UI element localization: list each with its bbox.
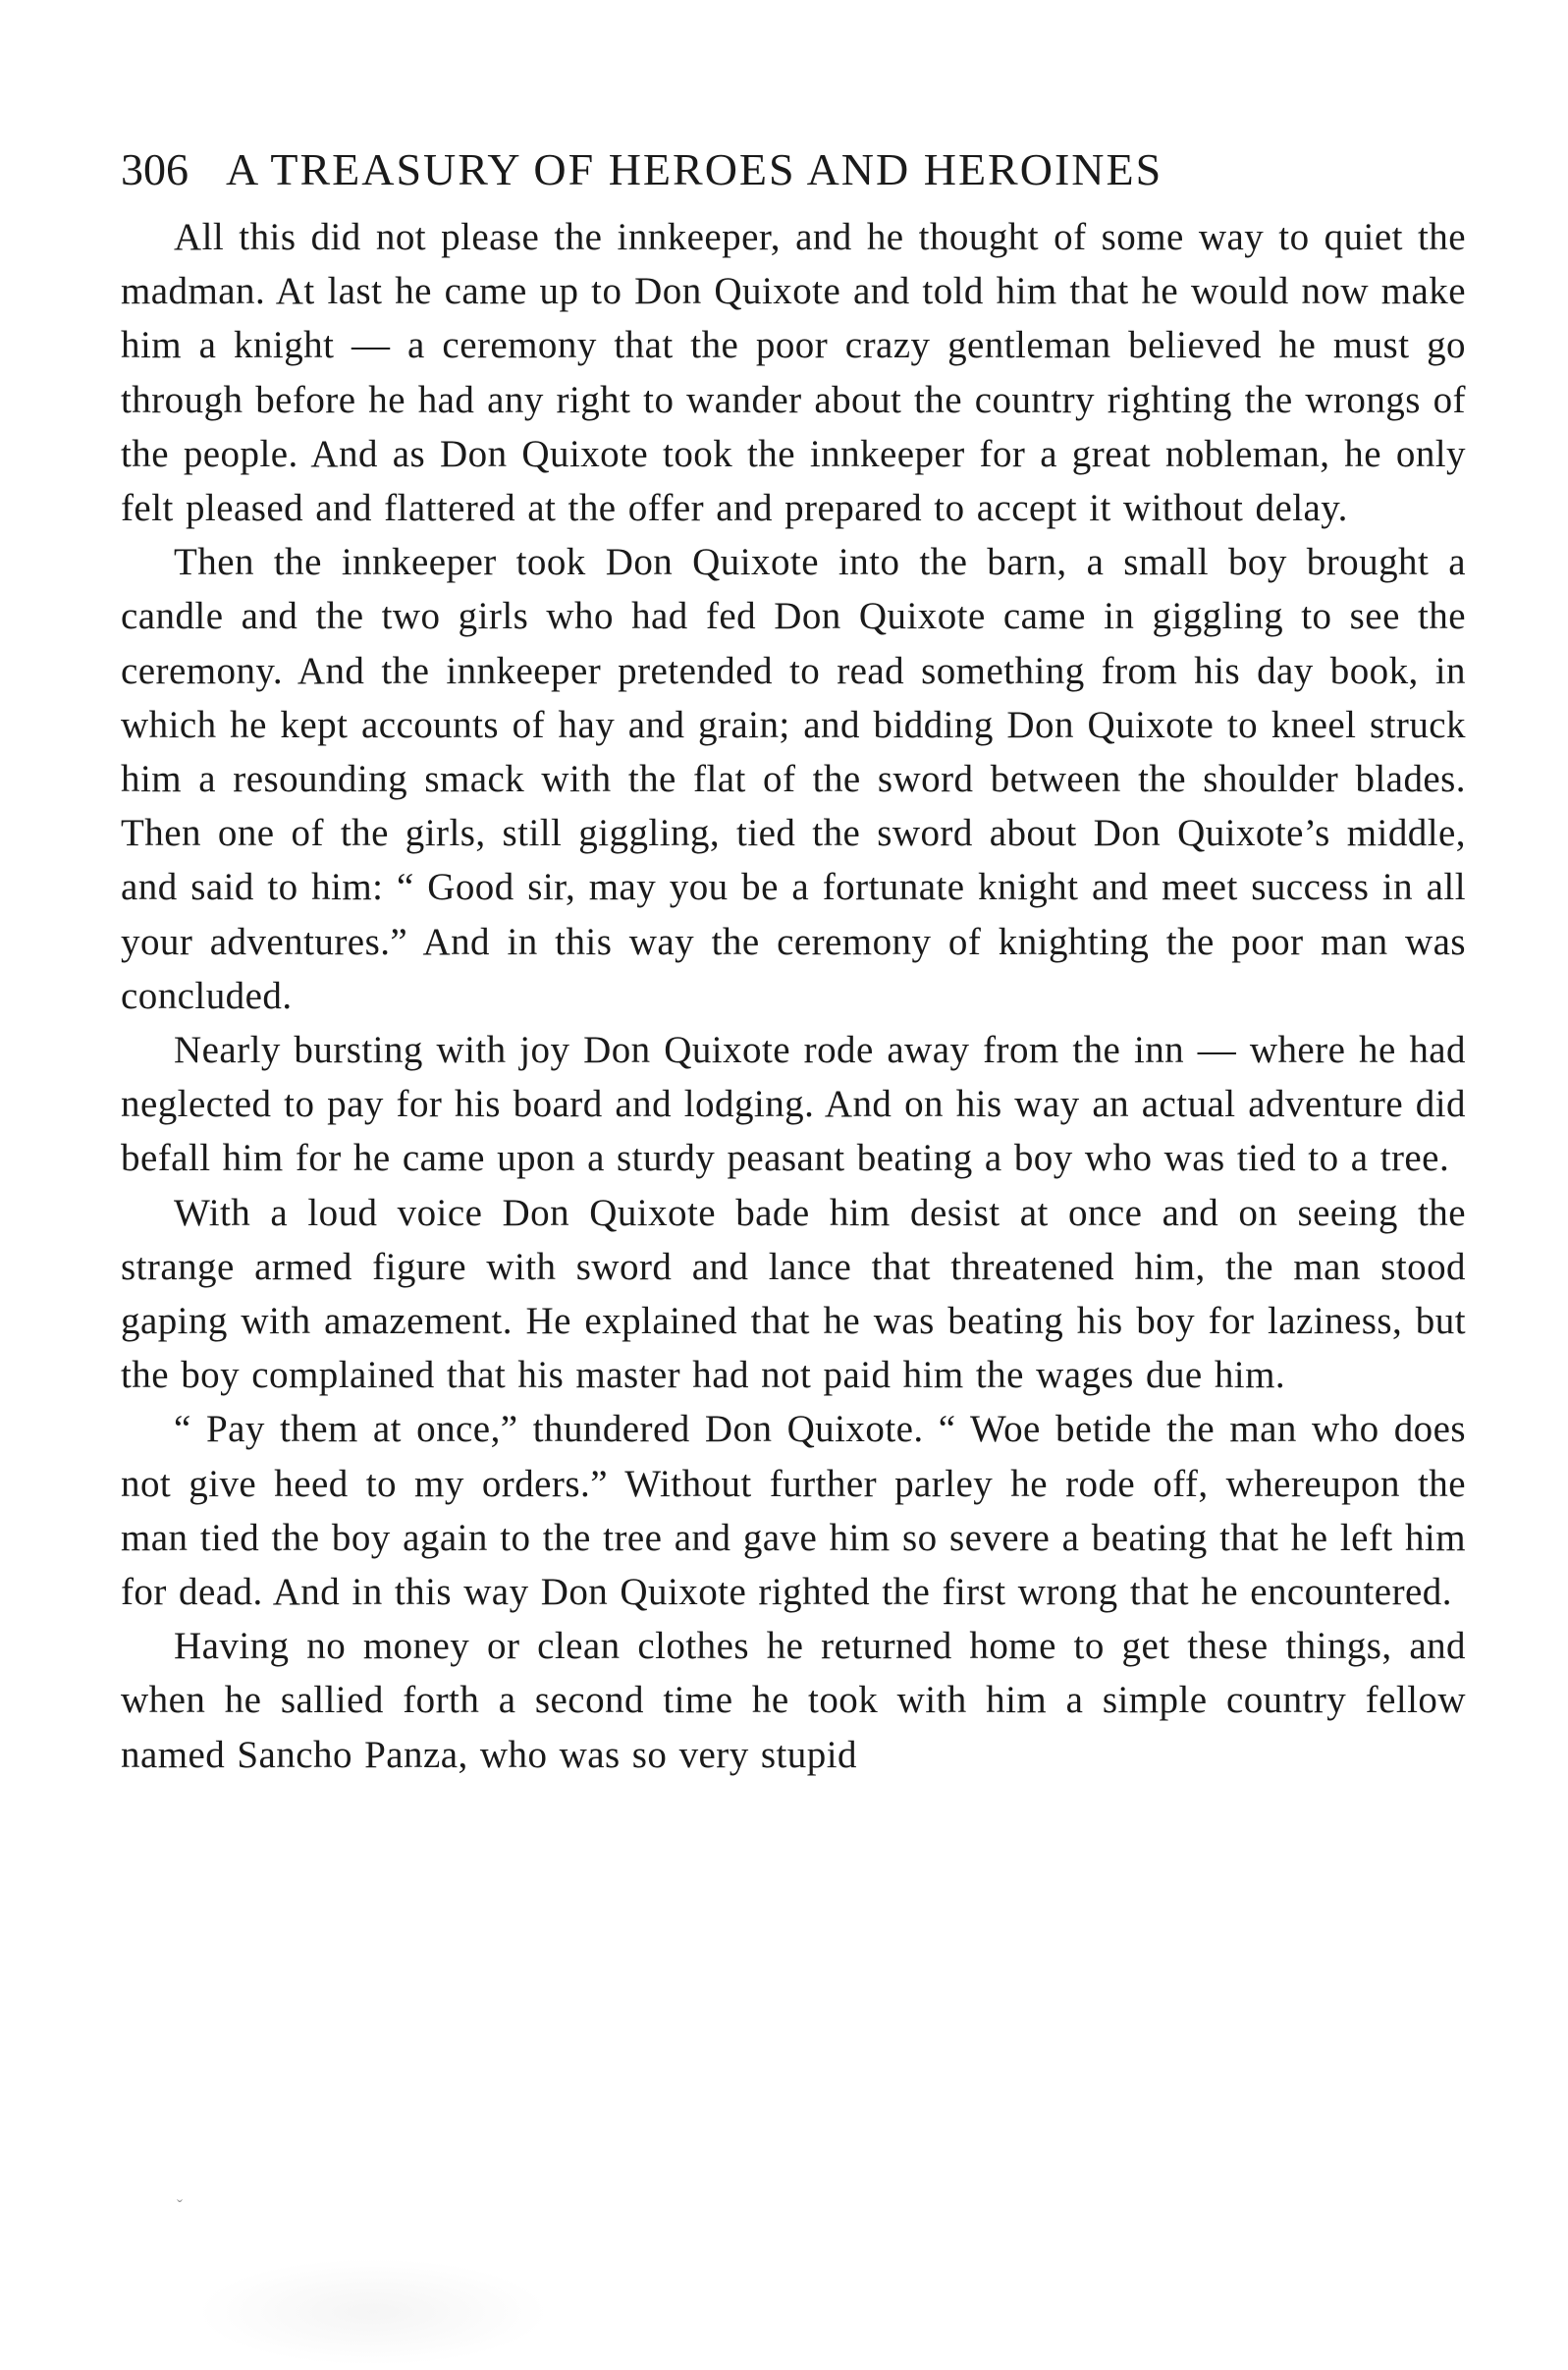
paper-smudge [196, 2258, 550, 2366]
paragraph: Nearly bursting with joy Don Quixote rode away from the inn — where he had neglected to pay for his board and lodging. And on his way an actual adventure did befall him for he came upon a sturdy peasant beating a boy who was tied to a tree. [121, 1029, 1466, 1180]
paragraph: “ Pay them at once,” thundered Don Quixote. “ Woe betide the man who does not give heed to my orders.” Without further parley he rode off, whereupon the man tied the boy again to the tree and gave him so severe a beating that he left him for dead. And in this way Don Quixote righted the first wrong that he encountered. [121, 1408, 1466, 1614]
book-title: A TREASURY OF HEROES AND HEROINES [226, 144, 1163, 194]
page-number: 306 [121, 144, 189, 194]
paragraph: All this did not please the innkeeper, and he thought of some way to quiet the madman. At last he came up to Don Quixote and told him that he would now make him a knight — a ceremony that the poor crazy gentleman believed he must go through before he had any right to wander about the country righting the wrongs of the people. And as Don Quixote took the innkeeper for a great nobleman, he only felt pleased and flattered at the offer and prepared to accept it without delay. [121, 216, 1466, 530]
paragraph: Then the innkeeper took Don Quixote into the barn, a small boy brought a candle and the two girls who had fed Don Quixote came in giggling to see the ceremony. And the innkeeper pretended to read something from his day book, in which he kept accounts of hay and grain; and bidding Don Quixote to kneel struck him a resounding smack with the flat of the sword between the shoulder blades. Then one of the girls, still giggling, tied the sword about Don Quixote’s middle, and said to him: “ Good sir, may you be a fortunate knight and meet success in all your adventures.” And in this way the ceremony of knighting the poor man was concluded. [121, 541, 1466, 1017]
paragraph: With a loud voice Don Quixote bade him desist at once and on seeing the strange armed figure with sword and lance that threatened him, the man stood gaping with amazement. He explained that he was beating his boy for laziness, but the boy complained that his master had not paid him the wages due him. [121, 1191, 1466, 1397]
body-text [121, 210, 1466, 1782]
book-page [121, 144, 1466, 1782]
paragraph: Having no money or clean clothes he returned home to get these things, and when he sallied forth a second time he took with him a simple country fellow named Sancho Panza, who was so very stupid [121, 1625, 1466, 1776]
print-speck: ˇ [177, 2196, 183, 2216]
running-head [121, 144, 1466, 194]
